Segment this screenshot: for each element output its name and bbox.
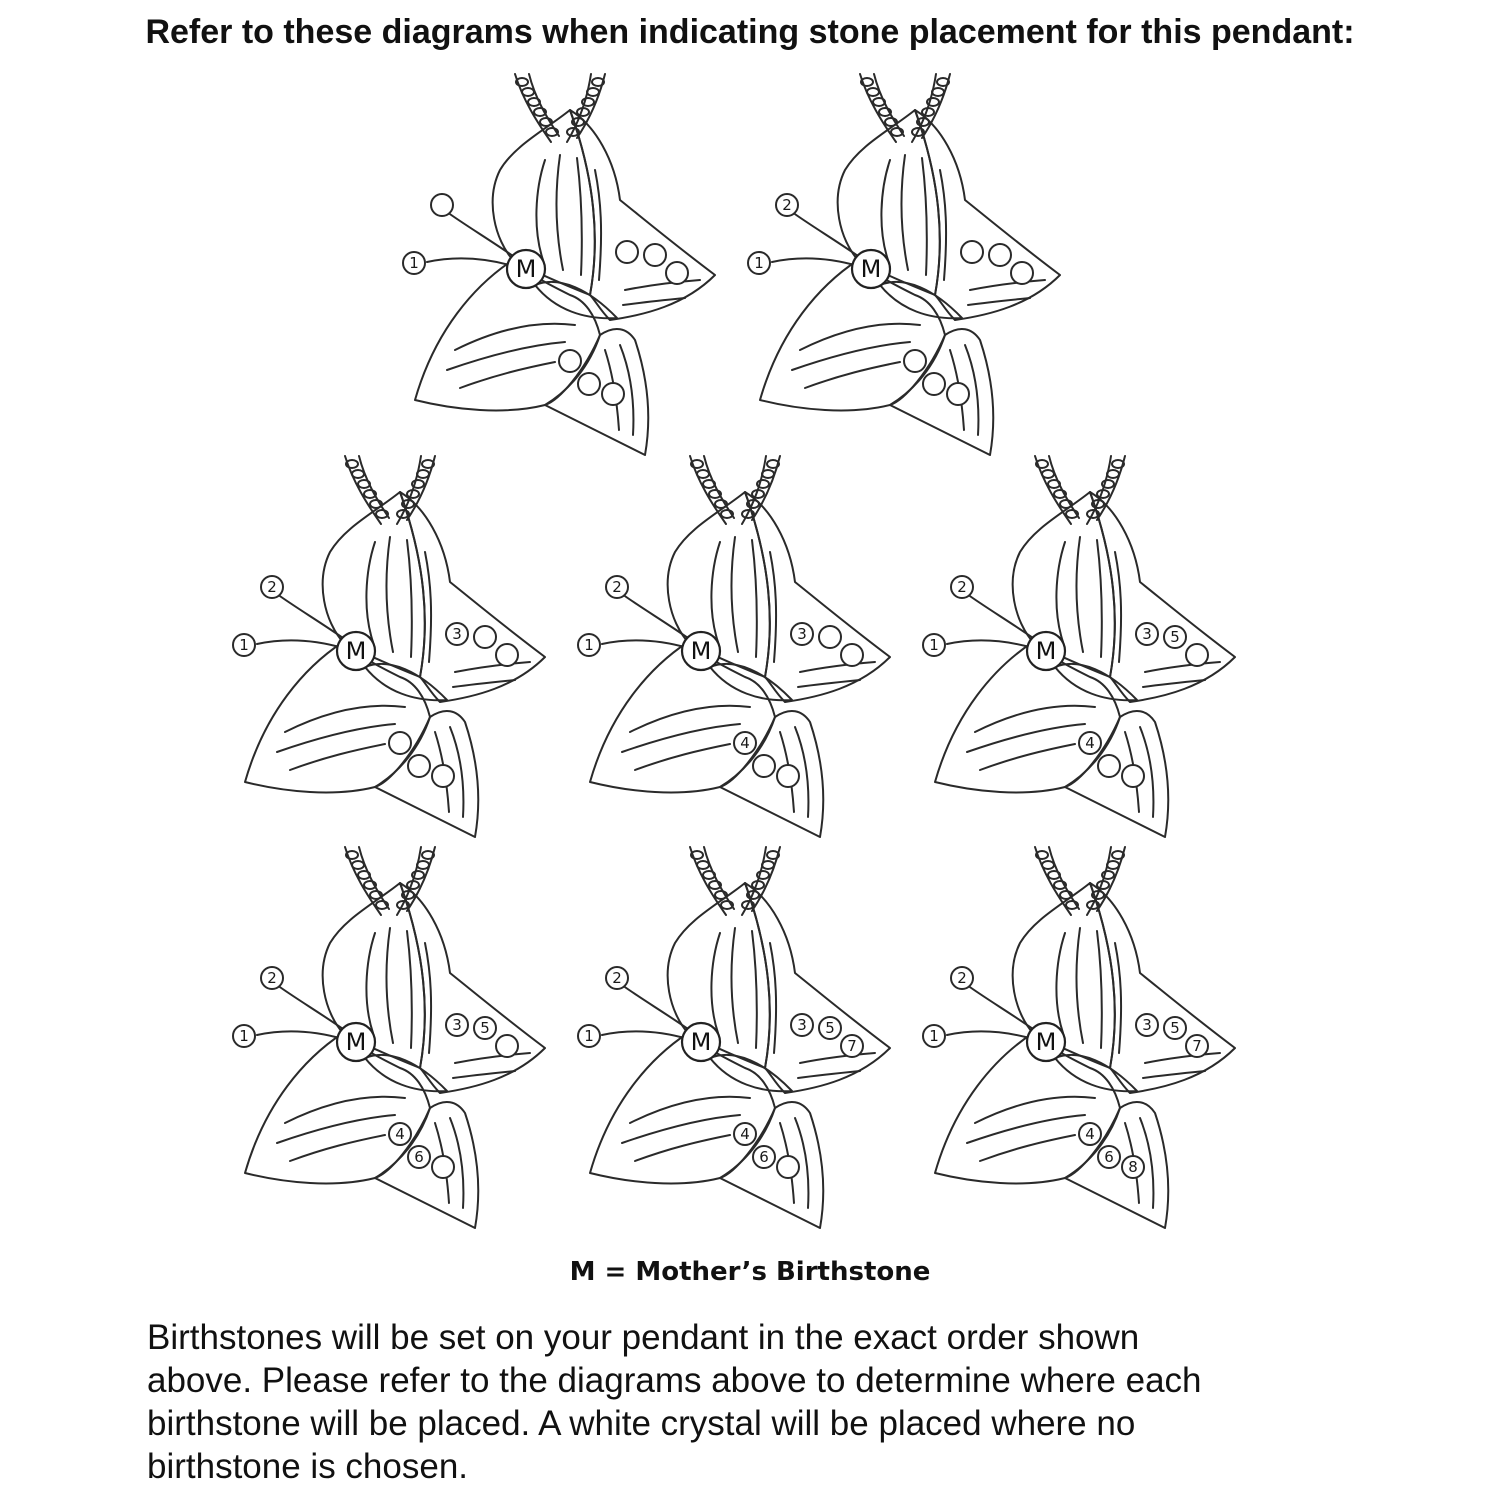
white-crystal [753,755,775,777]
stone-label: 1 [584,1027,594,1045]
stone-label: 1 [754,254,764,272]
diagram-2-stones [403,74,715,455]
stone-label: 4 [1085,734,1095,752]
white-crystal [408,755,430,777]
stone-label: 6 [1104,1148,1114,1166]
white-crystal [947,383,969,405]
stone-label: 1 [409,254,419,272]
stone-label: 2 [612,969,622,987]
stone-label: 7 [847,1037,857,1055]
white-crystal [1098,755,1120,777]
stone-label: 4 [395,1125,405,1143]
stone-label: 3 [797,625,807,643]
stone-label: 2 [267,969,277,987]
stone-label: 2 [782,196,792,214]
stone-label: 3 [1142,1016,1152,1034]
white-crystal [616,241,638,263]
white-crystal [602,383,624,405]
white-crystal [1122,765,1144,787]
stone-label: 2 [267,578,277,596]
white-crystal [431,194,453,216]
diagram-7-stones [233,847,545,1228]
white-crystal [819,626,841,648]
white-crystal [666,262,688,284]
stone-label: 2 [957,969,967,987]
stone-label: 1 [239,636,249,654]
diagram-9-stones [923,847,1235,1228]
placement-note-line: birthstone will be placed. A white crystal will be placed where no [147,1404,1136,1443]
diagram-6-stones [923,456,1235,837]
mother-stone-label: M [1035,637,1057,665]
stone-label: 6 [759,1148,769,1166]
stone-label: 5 [480,1019,490,1037]
white-crystal [961,241,983,263]
white-crystal [578,373,600,395]
mother-stone-label: M [690,637,712,665]
legend-mother-birthstone: M = Mother’s Birthstone [569,1257,931,1287]
stone-label: 4 [1085,1125,1095,1143]
stone-label: 3 [452,625,462,643]
white-crystal [496,1035,518,1057]
white-crystal [432,1156,454,1178]
mother-stone-label: M [1035,1028,1057,1056]
white-crystal [904,350,926,372]
stone-label: 5 [1170,1019,1180,1037]
placement-note-line: above. Please refer to the diagrams above to determine where each [147,1361,1202,1400]
stone-label: 1 [239,1027,249,1045]
mother-stone-label: M [690,1028,712,1056]
stone-label: 7 [1192,1037,1202,1055]
white-crystal [777,765,799,787]
mother-stone-label: M [515,255,537,283]
stone-label: 6 [414,1148,424,1166]
stone-label: 1 [929,1027,939,1045]
white-crystal [389,732,411,754]
placement-note [147,1316,1387,1488]
white-crystal [841,644,863,666]
white-crystal [496,644,518,666]
diagram-5-stones [578,456,890,837]
white-crystal [923,373,945,395]
placement-note-line: birthstone is chosen. [147,1447,469,1486]
white-crystal [777,1156,799,1178]
mother-stone-label: M [860,255,882,283]
diagram-8-stones [578,847,890,1228]
stone-label: 1 [584,636,594,654]
stone-label: 3 [797,1016,807,1034]
stone-label: 4 [740,1125,750,1143]
stone-label: 2 [957,578,967,596]
white-crystal [559,350,581,372]
page-heading: Refer to these diagrams when indicating stone placement for this pendant: [145,13,1355,51]
stone-label: 2 [612,578,622,596]
diagram-3-stones [748,74,1060,455]
white-crystal [644,244,666,266]
stone-label: 3 [452,1016,462,1034]
white-crystal [432,765,454,787]
stone-label: 5 [825,1019,835,1037]
mother-stone-label: M [345,637,367,665]
mother-stone-label: M [345,1028,367,1056]
white-crystal [1011,262,1033,284]
stone-label: 5 [1170,628,1180,646]
diagram-4-stones [233,456,545,837]
stone-label: 3 [1142,625,1152,643]
placement-note-line: Birthstones will be set on your pendant in the exact order shown [147,1318,1140,1357]
stone-label: 4 [740,734,750,752]
white-crystal [989,244,1011,266]
stone-label: 1 [929,636,939,654]
white-crystal [1186,644,1208,666]
white-crystal [474,626,496,648]
stone-label: 8 [1128,1158,1138,1176]
